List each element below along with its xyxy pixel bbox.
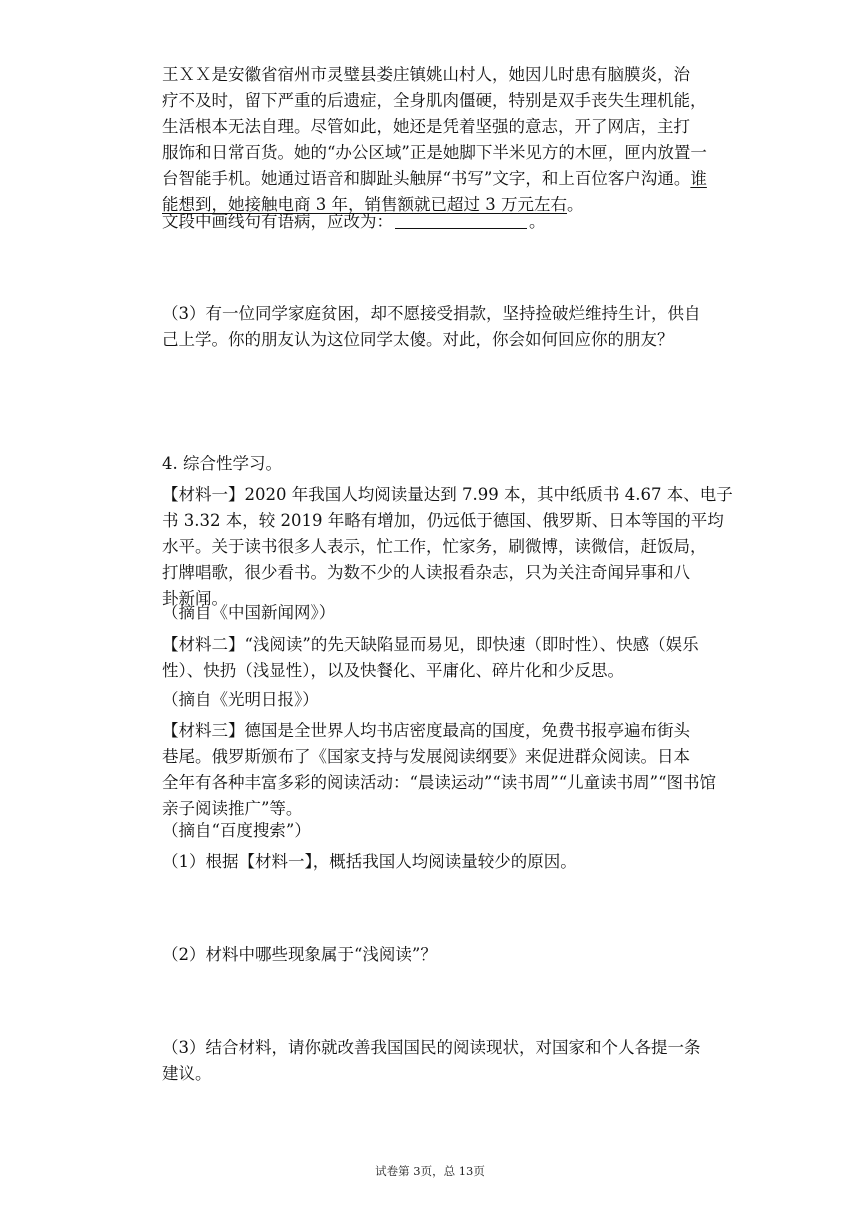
passage-text: 台智能手机。她通过语音和脚趾头触屏“书写”文字，和上百位客户沟通。 [162,169,691,188]
passage-tail: 。 [566,195,584,214]
material-two [162,632,734,684]
passage-line: 王ＸＸ是安徽省宿州市灵璧县娄庄镇姚山村人，她因儿时患有脑膜炎，治 [162,65,690,84]
page-footer: 试卷第 3页，总 13页 [375,1164,485,1178]
question-line: 建议。 [162,1064,212,1083]
source-one [162,600,734,626]
q4-sub3 [162,1035,734,1087]
question-line: 己上学。你的朋友认为这位同学太傻。对此，你会如何回应你的朋友？ [162,330,674,349]
question-line: （1）根据【材料一】，概括我国人均阅读量较少的原因。 [162,852,577,871]
material-line: 性）、快扔（浅显性），以及快餐化、平庸化、碎片化和少反思。 [162,661,624,680]
question-line: （3）结合材料，请你就改善我国国民的阅读现状，对国家和个人各提一条 [162,1038,701,1057]
underlined-sentence-start: 谁 [690,169,707,188]
passage-line: 生活根本无法自理。尽管如此，她还是凭着坚强的意志，开了网店，主打 [162,117,690,136]
material-line: 亲子阅读推广”等。 [162,799,303,818]
question-title: 4. 综合性学习。 [162,454,282,473]
material-line: 【材料三】德国是全世界人均书店密度最高的国度，免费书报亭遍布街头 [162,721,690,740]
passage-line: 疗不及时，留下严重的后遗症，全身肌肉僵硬，特别是双手丧失生理机能， [162,91,707,110]
source-note: （摘自《光明日报》） [162,690,319,709]
q4-title [162,451,734,477]
question-line: （2）材料中哪些现象属于“浅阅读”？ [162,945,437,964]
material-line: 水平。关于读书很多人表示，忙工作，忙家务，刷微博，读微信，赶饭局， [162,537,707,556]
material-line: 打牌唱歌，很少看书。为数不少的人读报看杂志，只为关注奇闻异事和八 [162,563,690,582]
material-line: 巷尾。俄罗斯颁布了《国家支持与发展阅读纲要》来促进群众阅读。日本 [162,747,690,766]
source-note: （摘自“百度搜索”） [162,821,311,840]
question-line: （3）有一位同学家庭贫困，却不愿接受捐款，坚持捡破烂维持生计，供自 [162,304,701,323]
q3-correction-prompt [162,209,734,235]
source-two [162,687,734,713]
material-line: 书 3.32 本，较 2019 年略有增加，仍远低于德国、俄罗斯、日本等国的平均 [162,511,724,530]
source-note: （摘自《中国新闻网》） [162,603,336,622]
material-line: 卦新闻。 [162,589,228,608]
material-three [162,718,734,822]
q3-passage [162,62,734,218]
answer-blank[interactable] [395,211,527,229]
q4-sub2 [162,942,734,968]
material-line: 【材料一】2020 年我国人均阅读量达到 7.99 本，其中纸质书 4.67 本、电子 [162,485,733,504]
passage-line: 服饰和日常百货。她的“办公区域”正是她脚下半米见方的木匣，匣内放置一 [162,143,707,162]
material-line: 全年有各种丰富多彩的阅读活动：“晨读运动”“读书周”“儿童读书周”“图书馆 [162,773,717,792]
q4-sub1 [162,849,734,875]
q3-sub3 [162,301,734,353]
material-one [162,482,734,612]
passage-line [162,166,734,192]
prompt-text: 文段中画线句有语病，应改为： [162,212,393,231]
material-line: 【材料二】“浅阅读”的先天缺陷显而易见，即快速（即时性）、快感（娱乐 [162,635,699,654]
prompt-end: 。 [529,212,546,231]
source-three [162,818,734,844]
underlined-sentence: 能想到，她接触电商 3 年，销售额就已超过 3 万元左右 [162,195,567,214]
